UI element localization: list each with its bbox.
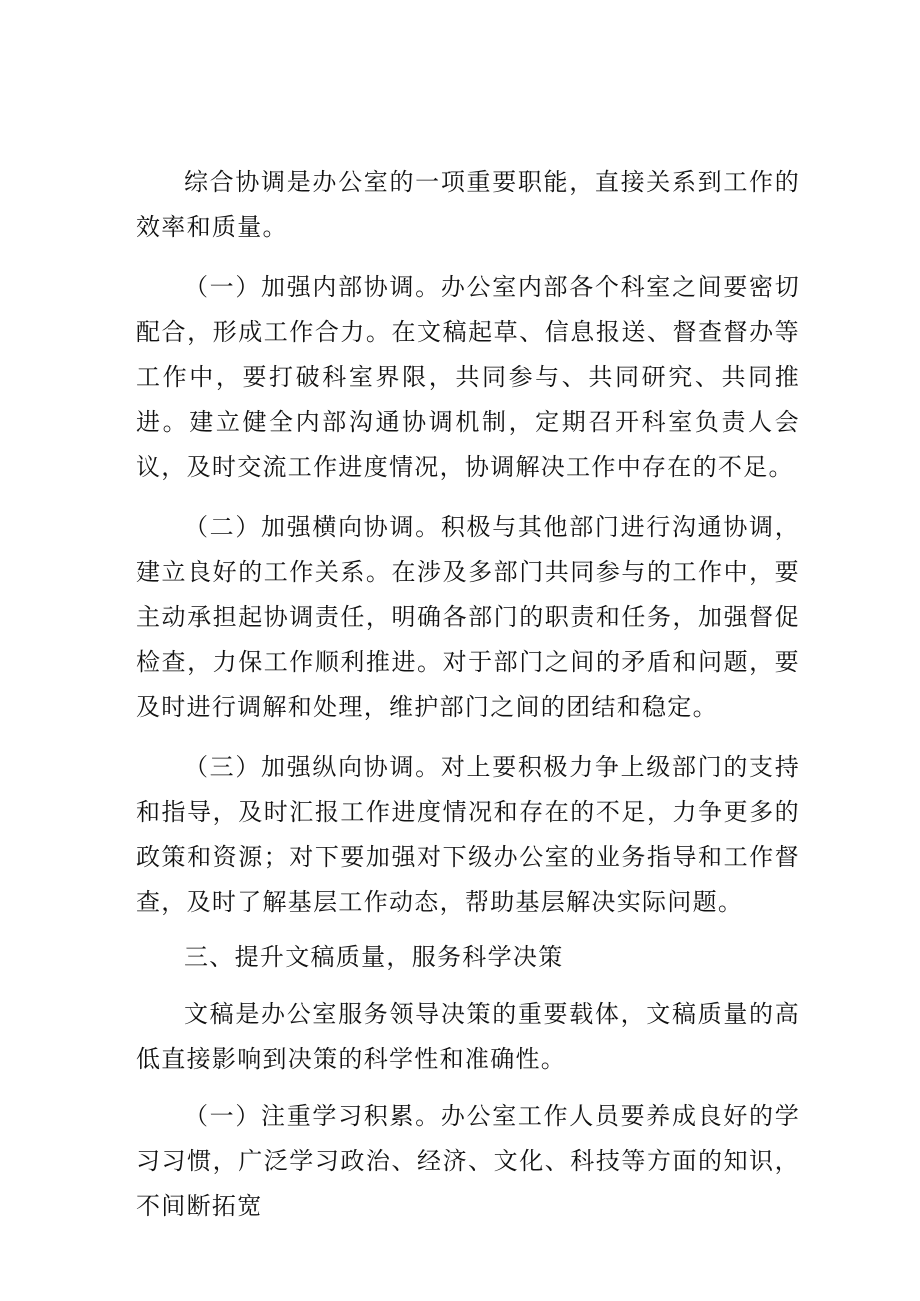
- document-body: [136, 160, 800, 1229]
- paragraph-horizontal-coordination: （二）加强横向协调。积极与其他部门进行沟通协调，建立良好的工作关系。在涉及多部门共同参与的工作中，要主动承担起协调责任，明确各部门的职责和任务，加强督促检查，力保工作顺利推进。对于部门之间的矛盾和问题，要及时进行调解和处理，维护部门之间的团结和稳定。: [136, 513, 800, 721]
- paragraph-intro-coordination: 综合协调是办公室的一项重要职能，直接关系到工作的效率和质量。: [136, 168, 800, 241]
- paragraph-internal-coordination: （一）加强内部协调。办公室内部各个科室之间要密切配合，形成工作合力。在文稿起草、信息报送、督查督办等工作中，要打破科室界限，共同参与、共同研究、共同推进。建立健全内部沟通协调机制，定期召开科室负责人会议，及时交流工作进度情况，协调解决工作中存在的不足。: [136, 273, 800, 481]
- paragraph-vertical-coordination: （三）加强纵向协调。对上要积极力争上级部门的支持和指导，及时汇报工作进度情况和存在的不足，力争更多的政策和资源；对下要加强对下级办公室的业务指导和工作督查，及时了解基层工作动态，帮助基层解决实际问题。: [136, 753, 800, 916]
- section-heading-document-quality: 三、提升文稿质量，服务科学决策: [184, 943, 564, 971]
- paragraph-intro-document-quality: 文稿是办公室服务领导决策的重要载体，文稿质量的高低直接影响到决策的科学性和准确性。: [136, 1000, 800, 1073]
- paragraph-study-accumulation: （一）注重学习积累。办公室工作人员要养成良好的学习习惯，广泛学习政治、经济、文化、科技等方面的知识，不间断拓宽: [136, 1102, 800, 1220]
